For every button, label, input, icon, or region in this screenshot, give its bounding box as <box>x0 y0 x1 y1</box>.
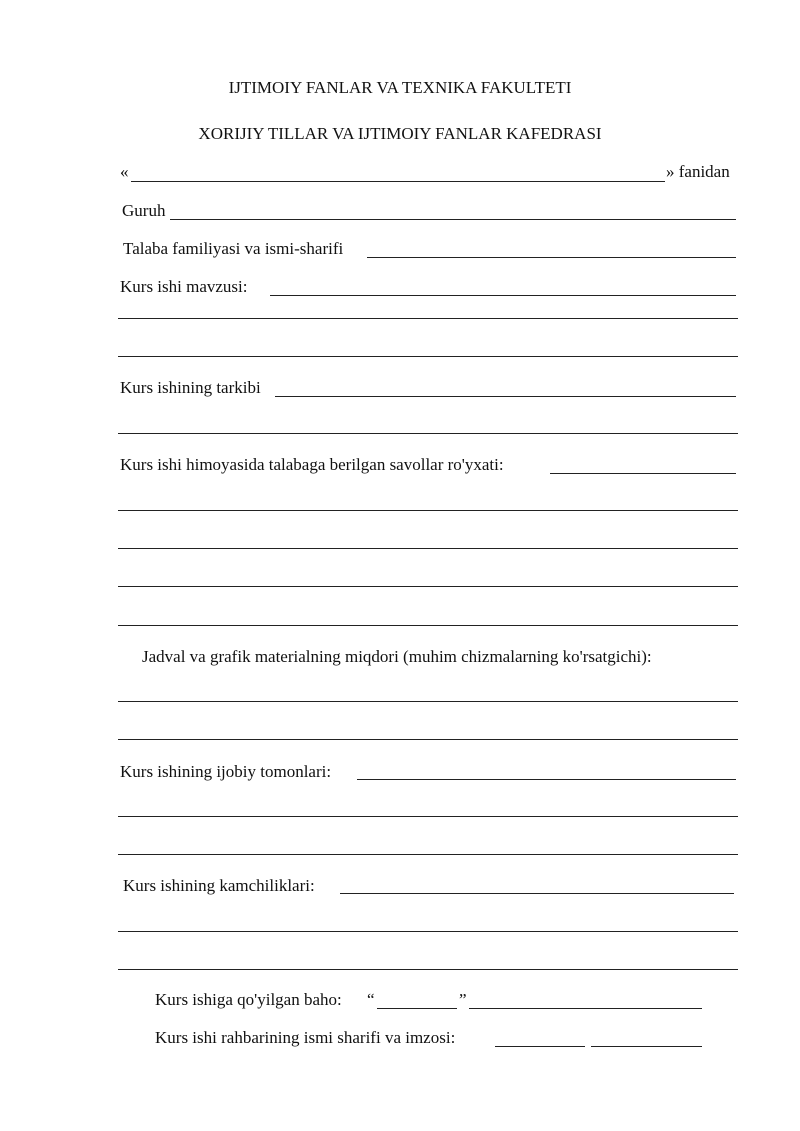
shortcomings-line-2[interactable] <box>118 931 738 932</box>
structure-blank[interactable] <box>275 396 736 397</box>
supervisor-name-blank[interactable] <box>495 1046 585 1047</box>
shortcomings-line-3[interactable] <box>118 969 738 970</box>
shortcomings-label: Kurs ishining kamchiliklari: <box>123 876 315 895</box>
structure-line-2[interactable] <box>118 433 738 434</box>
grade-words-blank[interactable] <box>469 1008 702 1009</box>
questions-blank[interactable] <box>550 473 736 474</box>
student-name-blank[interactable] <box>367 257 736 258</box>
topic-label: Kurs ishi mavzusi: <box>120 277 248 296</box>
faculty-title: IJTIMOIY FANLAR VA TEXNIKA FAKULTETI <box>228 78 572 97</box>
questions-line-5[interactable] <box>118 625 738 626</box>
tables-line-1[interactable] <box>118 701 738 702</box>
tables-label: Jadval va grafik materialning miqdori (muhim chizmalarning ko'rsatgichi): <box>142 647 652 666</box>
tables-line-2[interactable] <box>118 739 738 740</box>
positives-label: Kurs ishining ijobiy tomonlari: <box>120 762 332 781</box>
grade-label: Kurs ishiga qo'yilgan baho: <box>155 990 342 1009</box>
structure-label: Kurs ishining tarkibi <box>120 378 261 397</box>
topic-line-3[interactable] <box>118 356 738 357</box>
questions-label: Kurs ishi himoyasida talabaga berilgan savollar ro'yxati: <box>120 455 504 474</box>
supervisor-signature-blank[interactable] <box>591 1046 702 1047</box>
grade-open-quote: “ <box>367 990 375 1009</box>
positives-line-3[interactable] <box>118 854 738 855</box>
positives-line-2[interactable] <box>118 816 738 817</box>
department-title: XORIJIY TILLAR VA IJTIMOIY FANLAR KAFEDRASI <box>198 124 602 143</box>
group-blank[interactable] <box>170 219 736 220</box>
shortcomings-blank[interactable] <box>340 893 734 894</box>
questions-line-3[interactable] <box>118 548 738 549</box>
subject-blank[interactable] <box>131 181 665 182</box>
group-label: Guruh <box>122 201 166 220</box>
topic-blank[interactable] <box>270 295 736 296</box>
positives-blank[interactable] <box>357 779 736 780</box>
topic-line-2[interactable] <box>118 318 738 319</box>
student-name-label: Talaba familiyasi va ismi-sharifi <box>123 239 344 258</box>
subject-open-quote: « <box>120 162 129 181</box>
questions-line-4[interactable] <box>118 586 738 587</box>
grade-value-blank[interactable] <box>377 1008 457 1009</box>
supervisor-label: Kurs ishi rahbarining ismi sharifi va imzosi: <box>155 1028 456 1047</box>
questions-line-2[interactable] <box>118 510 738 511</box>
subject-suffix: » fanidan <box>666 162 730 181</box>
grade-close-quote: ” <box>459 990 467 1009</box>
